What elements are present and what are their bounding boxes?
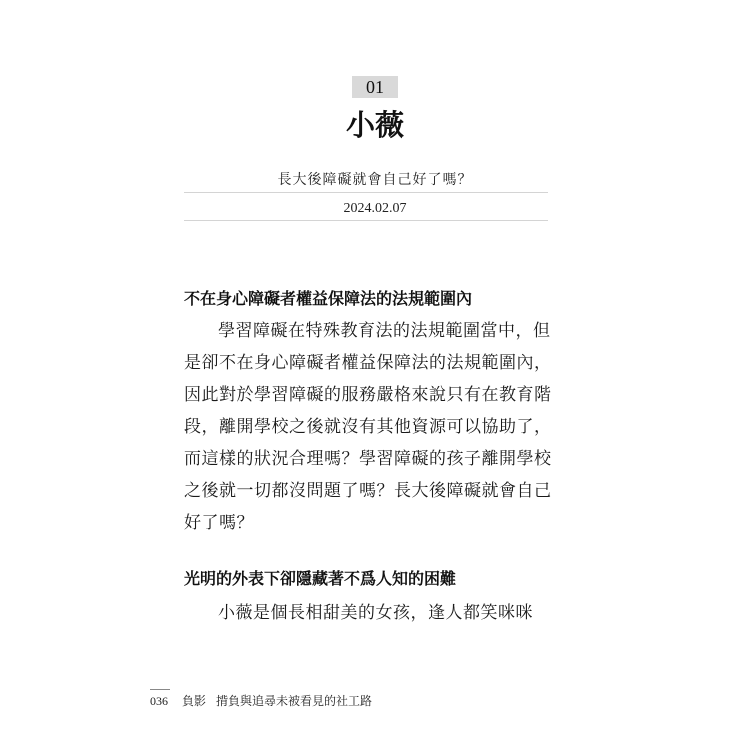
chapter-date: 2024.02.07: [343, 201, 407, 216]
footer-divider: [150, 689, 170, 690]
paragraph-line: 而這樣的狀況合理嗎？學習障礙的孩子離開學校: [184, 449, 552, 469]
section-heading-2: 光明的外表下卻隱藏著不爲人知的困難: [184, 569, 457, 588]
paragraph-line: 好了嗎？: [184, 513, 254, 533]
paragraph-line: 因此對於學習障礙的服務嚴格來說只有在教育階: [184, 385, 552, 405]
chapter-number: 01: [352, 76, 398, 98]
paragraph-line: 段，離開學校之後就沒有其他資源可以協助了，: [184, 417, 552, 437]
chapter-subtitle: 長大後障礙就會自己好了嗎？: [277, 172, 473, 188]
date-divider: [184, 220, 548, 221]
footer-author: 負影: [182, 694, 207, 708]
paragraph-line: 小薇是個長相甜美的女孩，逢人都笑咪咪: [218, 603, 533, 623]
chapter-title: 小薇: [345, 108, 404, 142]
paragraph-line: 是卻不在身心障礙者權益保障法的法規範圍內，: [184, 353, 552, 373]
paragraph-line: 學習障礙在特殊教育法的法規範圍當中，但: [218, 321, 551, 341]
section-heading-1: 不在身心障礙者權益保障法的法規範圍內: [184, 289, 473, 308]
paragraph-line: 之後就一切都沒問題了嗎？長大後障礙就會自己: [184, 481, 552, 501]
footer-book-title: 揹負與追尋未被看見的社工路: [216, 694, 373, 708]
subtitle-divider: [184, 192, 548, 193]
page-number: 036: [150, 694, 168, 708]
